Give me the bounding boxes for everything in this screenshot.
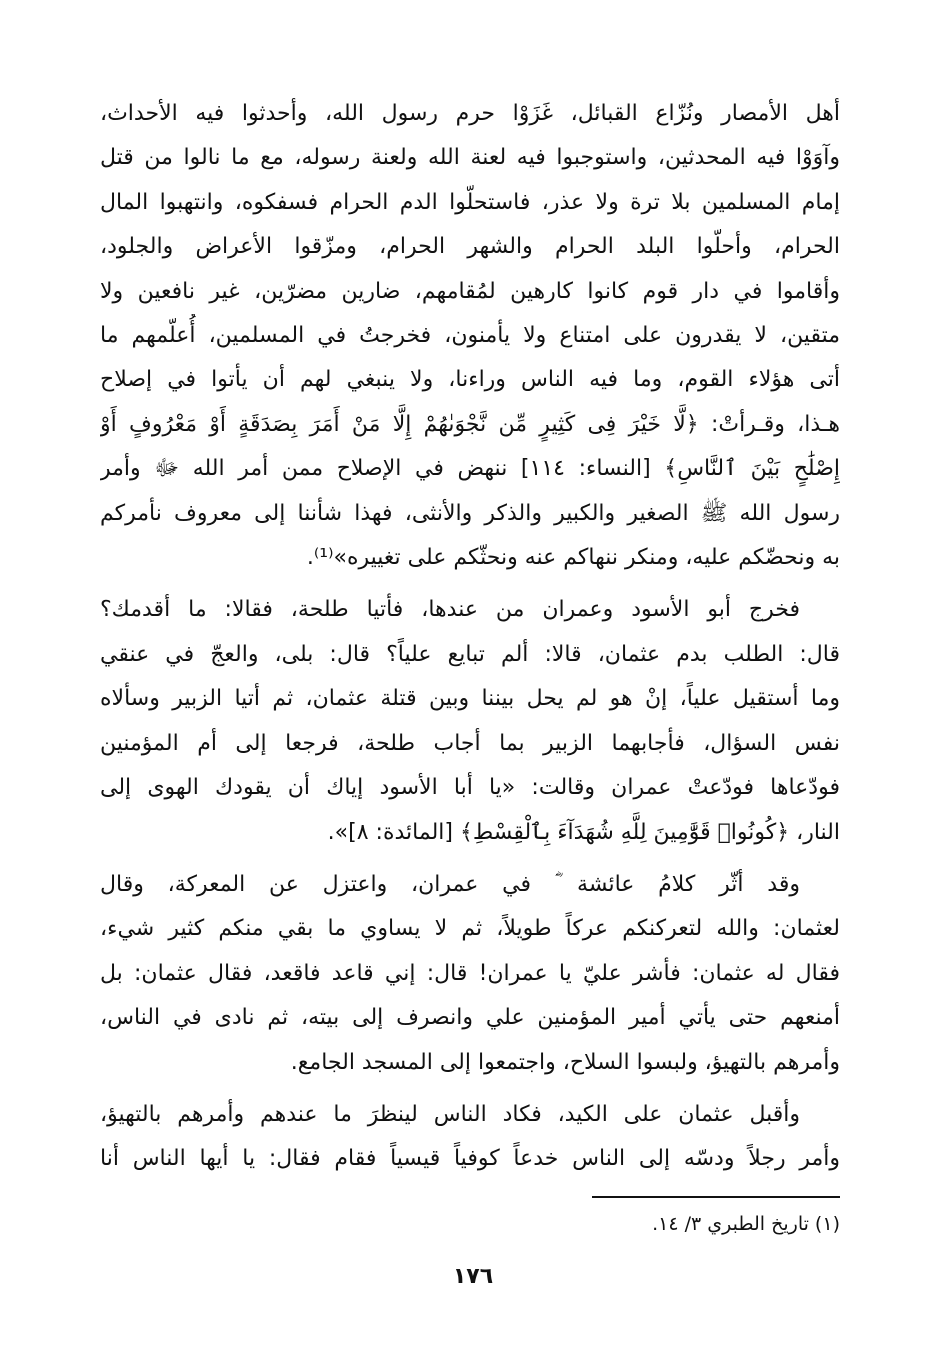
- paragraph-3: [100, 863, 840, 1085]
- text-line: فخرج أبو الأسود وعمران من عندها، فأتيا طلحة، فقالا: ما أقدمك؟: [100, 597, 800, 623]
- text-line: فودّعاها فودّعتْ عمران وقالت: «يا أبا الأسود إياك أن يقودك الهوى إلى: [100, 775, 840, 801]
- text-line: وأقاموا في دار قوم كانوا كارهين لمُقامهم، ضارين مضرّين، غير نافعين ولا: [100, 278, 840, 304]
- paragraph-2: [100, 588, 840, 854]
- text-line: متقين، لا يقدرون على امتناع ولا يأمنون، فخرجتُ في المسلمين، أُعلّمهم ما: [100, 323, 840, 349]
- text-line: وأمر رجلاً ودسّه إلى الناس خدعاً كوفياً قيسياً فقام فقال: يا أيها الناس أنا: [100, 1146, 840, 1172]
- text-line: إمام المسلمين بلا ترة ولا عذر، فاستحلّوا الدم الحرام فسفكوه، وانتهبوا المال: [100, 189, 840, 215]
- text-line: وما أستقيل علياً، إنْ هو لم يحل بيننا وبين قتلة عثمان، ثم أتيا الزبير وسألاه: [100, 686, 840, 712]
- text-line: به ونحضّكم عليه، ومنكر ننهاكم عنه ونحثّكم على تغييره»⁽¹⁾.: [306, 545, 840, 571]
- page-number: ١٧٦: [452, 1264, 494, 1289]
- text-line: لعثمان: والله لتعركنكم عركاً طويلاً، ثم لا يساوي ما بقي منكم كثير شيء،: [100, 916, 840, 942]
- footnote-divider: [592, 1196, 840, 1198]
- text-line: فقال له عثمان: فأشر عليّ يا عمران! قال: إني قاعد فاقعد، فقال عثمان: بل: [100, 960, 840, 986]
- quran-verse-line: النار، ﴿كُونُوا۟ قَوَّٰمِينَ لِلَّهِ شُهَدَآءَ بِٱلْقِسْطِ﴾ [المائدة: ٨]».: [327, 819, 840, 845]
- footnote: (١) تاريخ الطبري ٣/ ١٤.: [652, 1213, 840, 1235]
- text-line: وقد أثّر كلامُ عائشة ؓ في عمران، واعتزل عن المعركة، وقال: [100, 871, 800, 897]
- text-line: أهل الأمصار ونُزّاع القبائل، غَزَوْا حرم رسول الله، وأحدثوا فيه الأحداث،: [100, 101, 840, 126]
- main-text: [100, 92, 840, 1182]
- text-line: وأقبل عثمان على الكيد، فكاد الناس لينظرَ ما عندهم وأمرهم بالتهيؤ،: [100, 1101, 800, 1127]
- quran-verse-line: إِصْلَٰحٍ بَيْنَ ٱلنَّاسِ﴾ [النساء: ١١٤] ننهض في الإصلاح ممن أمر الله ﷻ وأمر: [100, 456, 840, 482]
- text-line: أمنعهم حتى يأتي أمير المؤمنين علي وانصرف إلى بيته، ثم نادى في الناس،: [100, 1005, 840, 1031]
- paragraph-4: [100, 1093, 840, 1182]
- text-line: الحرام، وأحلّوا البلد الحرام والشهر الحرام، ومزّقوا الأعراض والجلود،: [100, 234, 840, 260]
- text-line: وآوَوْا فيه المحدثين، واستوجبوا فيه لعنة الله ولعنة رسوله، مع ما نالوا من قتل: [100, 145, 840, 171]
- text-line: رسول الله ﷺ الصغير والكبير والذكر والأنثى، فهذا شأننا إلى معروف نأمركم: [100, 500, 840, 526]
- text-line: أتى هؤلاء القوم، وما فيه الناس وراءنا، ولا ينبغي لهم أن يأتوا في إصلاح: [100, 367, 840, 393]
- text-line: وأمرهم بالتهيؤ، ولبسوا السلاح، واجتمعوا إلى المسجد الجامع.: [290, 1049, 840, 1075]
- paragraph-1: [100, 92, 840, 580]
- text-line: قال: الطلب بدم عثمان، قالا: ألم تبايع علياً؟ قال: بلى، والعجّ في عنقي: [100, 641, 840, 667]
- text-line: نفس السؤال، فأجابهما الزبير بما أجاب طلحة، فرجعا إلى أم المؤمنين: [100, 730, 840, 756]
- quran-verse-line: هـذا، وقـرأتْ: ﴿لَّا خَيْرَ فِى كَثِيرٍ مِّن نَّجْوَىٰهُمْ إِلَّا مَنْ أَمَرَ بِصَدَقَةٍ أَوْ مَعْرُوفٍ أَوْ: [100, 411, 840, 437]
